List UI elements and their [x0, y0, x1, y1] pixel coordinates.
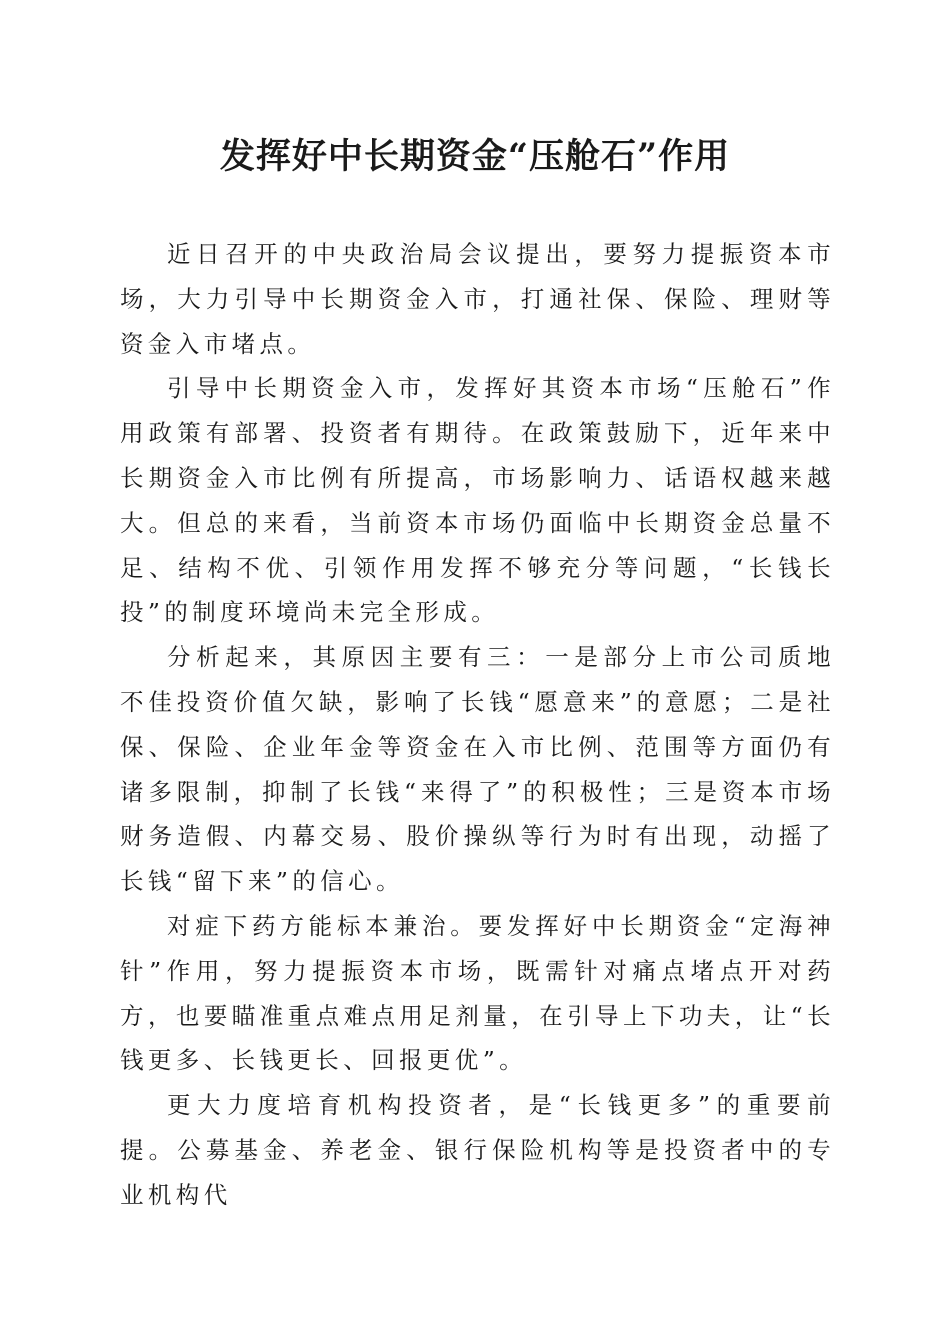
document-body — [120, 232, 835, 1218]
paragraph: 引导中长期资金入市，发挥好其资本市场“压舱石”作用政策有部署、投资者有期待。在政策鼓励下，近年来中长期资金入市比例有所提高，市场影响力、话语权越来越大。但总的来看，当前资本市场仍面临中长期资金总量不足、结构不优、引领作用发挥不够充分等问题，“长钱长投”的制度环境尚未完全形成。 — [120, 374, 835, 627]
document-title: 发挥好中长期资金“压舱石”作用 — [219, 136, 731, 177]
paragraph: 近日召开的中央政治局会议提出，要努力提振资本市场，大力引导中长期资金入市，打通社保、保险、理财等资金入市堵点。 — [120, 240, 835, 358]
paragraph: 更大力度培育机构投资者，是“长钱更多”的重要前提。公募基金、养老金、银行保险机构等是投资者中的专业机构代 — [120, 1091, 835, 1209]
paragraph: 对症下药方能标本兼治。要发挥好中长期资金“定海神针”作用，努力提振资本市场，既需针对痛点堵点开对药方，也要瞄准重点难点用足剂量，在引导上下功夫，让“长钱更多、长钱更长、回报更优”。 — [120, 911, 835, 1075]
paragraph: 分析起来，其原因主要有三：一是部分上市公司质地不佳投资价值欠缺，影响了长钱“愿意来”的意愿；二是社保、保险、企业年金等资金在入市比例、范围等方面仍有诸多限制，抑制了长钱“来得了”的积极性；三是资本市场财务造假、内幕交易、股价操纵等行为时有出现，动摇了长钱“留下来”的信心。 — [120, 643, 835, 896]
